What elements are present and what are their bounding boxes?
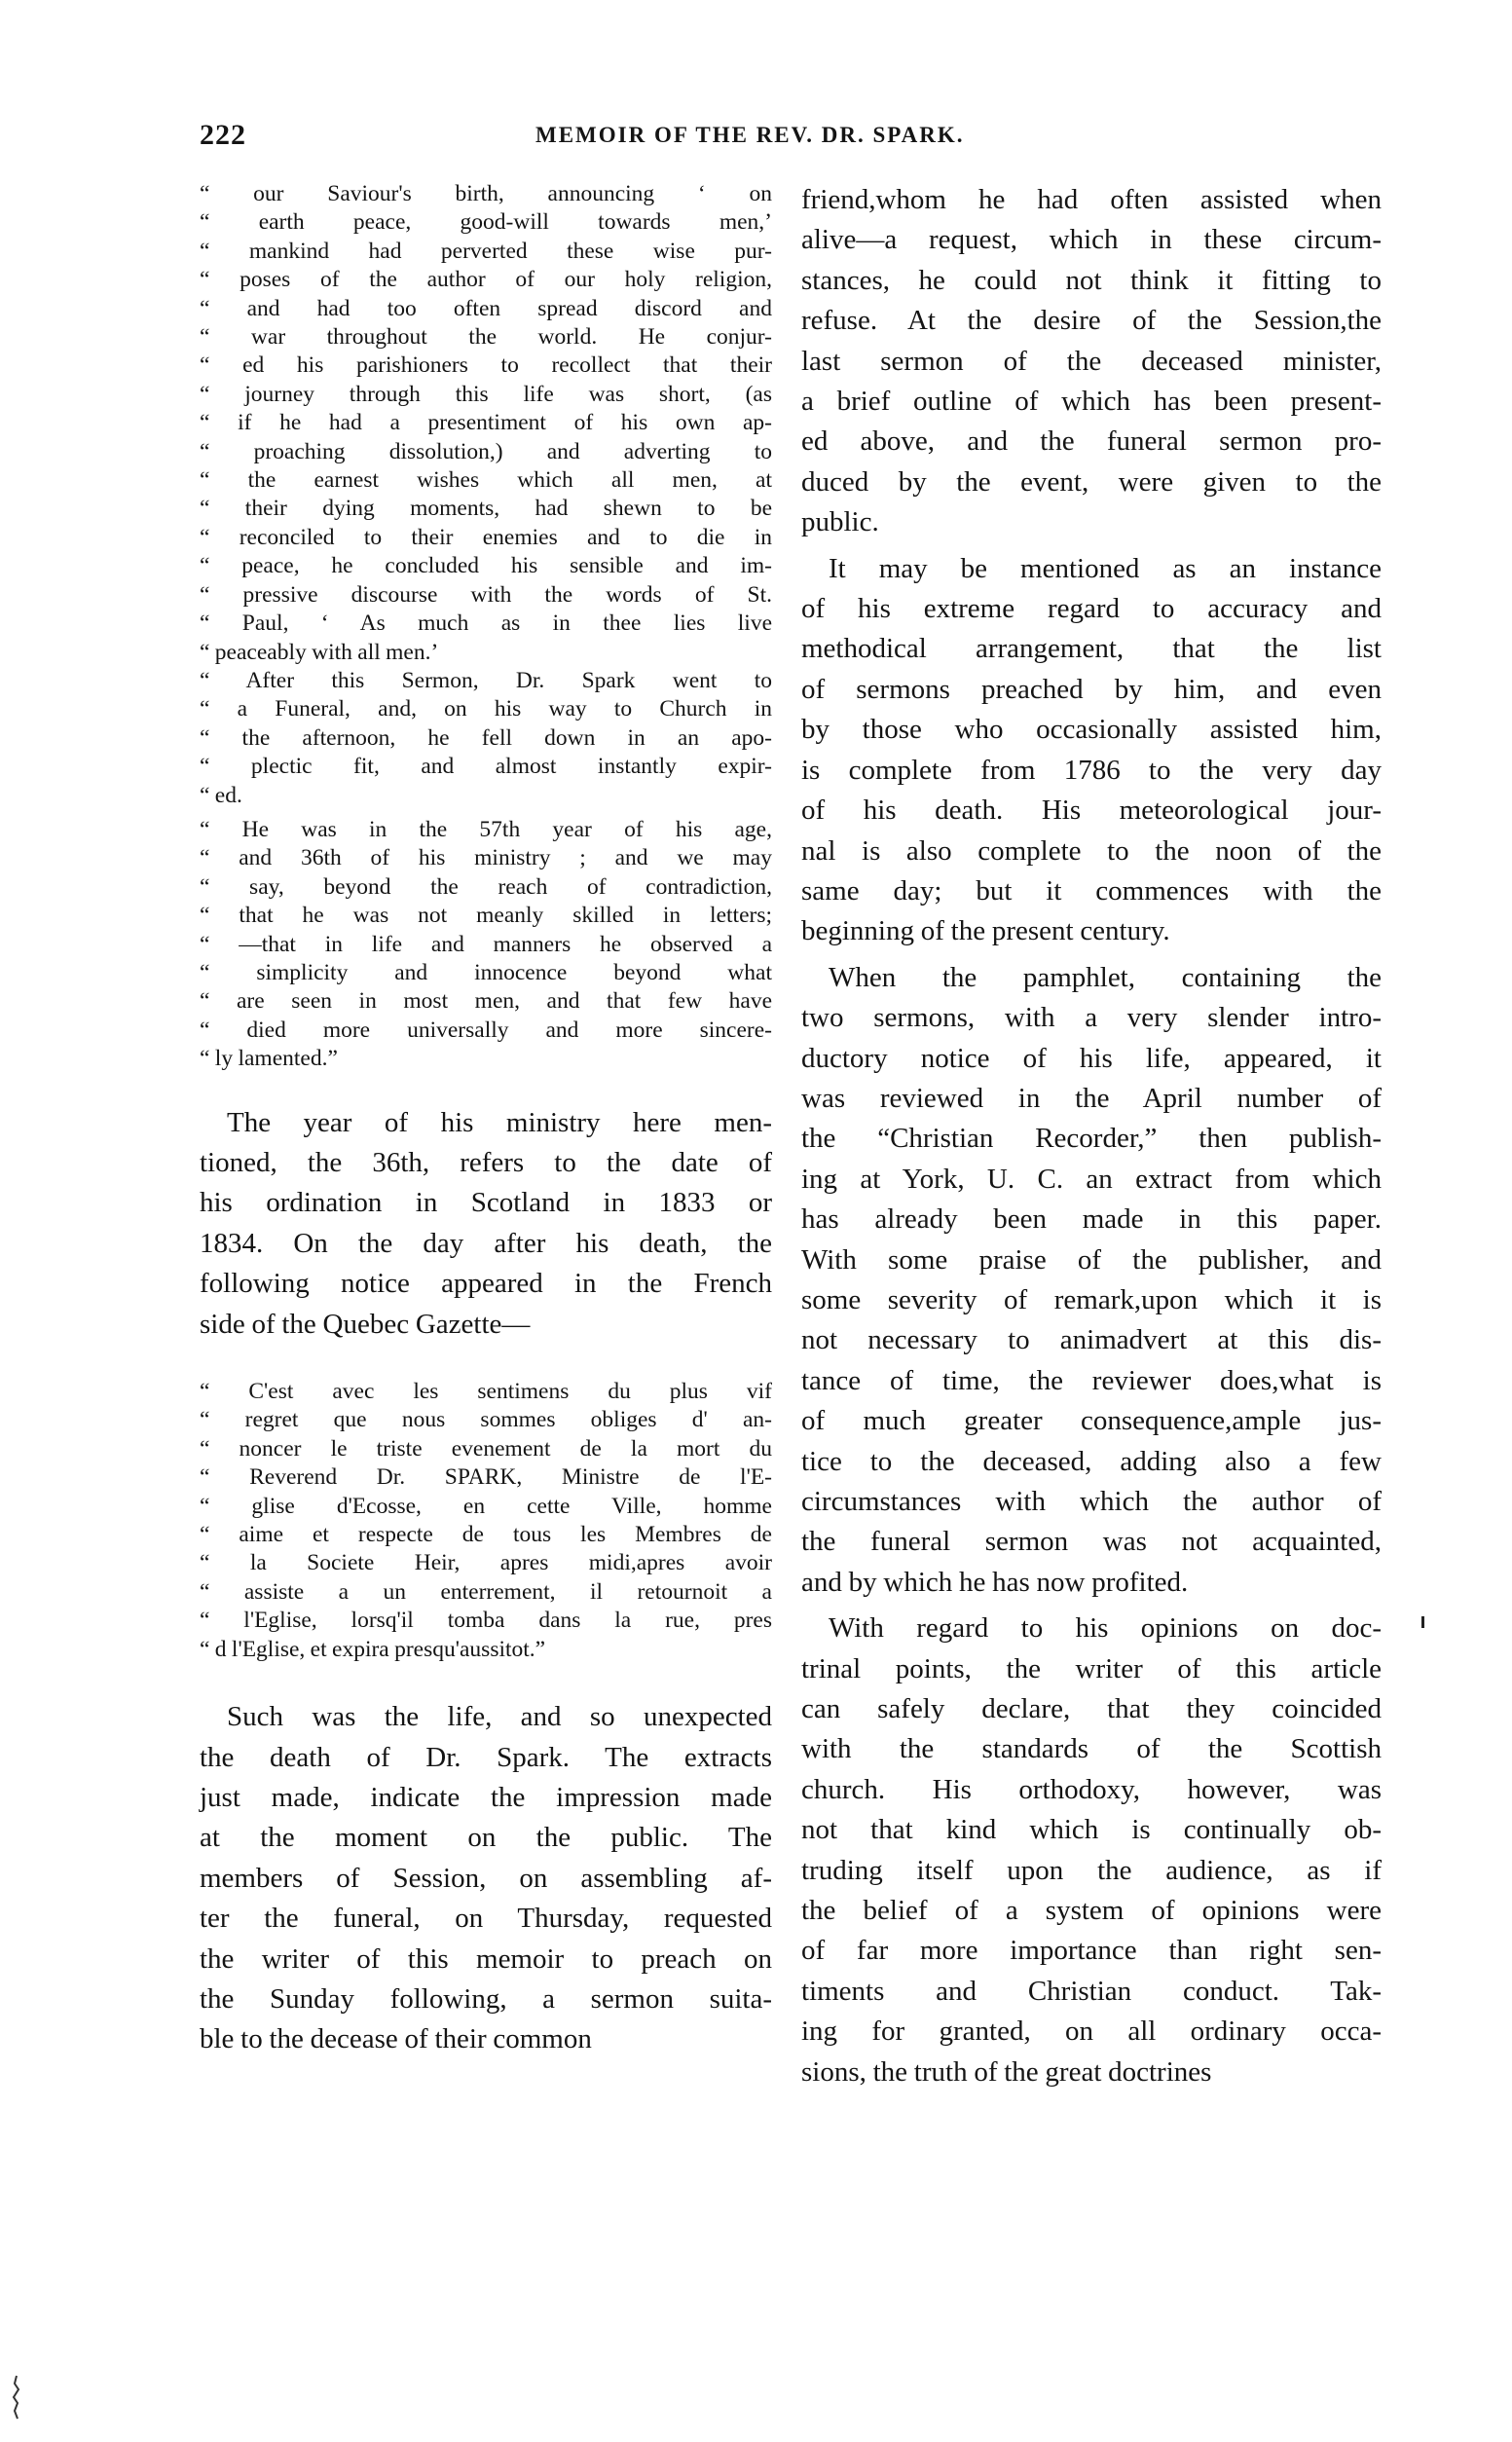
text-line: the belief of a system of opinions were (801, 1895, 1382, 1927)
text-line: at the moment on the public. The (200, 1822, 772, 1854)
text-line: “ say, beyond the reach of contradiction, (200, 873, 772, 900)
text-line: just made, indicate the impression made (200, 1781, 772, 1813)
text-line: “ peaceably with all men.’ (200, 639, 439, 665)
text-line: “ regret que nous sommes obliges d' an- (200, 1407, 772, 1433)
text-line: “ reconciled to their enemies and to die in (200, 524, 772, 550)
text-line: “ Reverend Dr. SPARK, Ministre de l'E- (200, 1464, 772, 1491)
text-line: tance of time, the reviewer does,what is (801, 1364, 1382, 1396)
text-line: the death of Dr. Spark. The extracts (200, 1741, 772, 1773)
text-line: “ poses of the author of our holy religion, (200, 267, 772, 293)
text-line: With some praise of the publisher, and (801, 1243, 1382, 1276)
text-line: ble to the decease of their common (200, 2023, 592, 2055)
french-notice-quote (200, 1378, 772, 1664)
text-line: When the pamphlet, containing the (829, 961, 1382, 993)
text-line: nal is also complete to the noon of the (801, 834, 1382, 867)
text-line: Such was the life, and so unexpected (227, 1701, 772, 1733)
text-line: last sermon of the deceased minister, (801, 345, 1382, 377)
text-line: “ ly lamented.” (200, 1046, 338, 1072)
quoted-sermon-summary (200, 180, 772, 1074)
text-line: “ la Societe Heir, apres midi,apres avoir (200, 1550, 772, 1576)
text-line: can safely declare, that they coincided (801, 1693, 1382, 1725)
text-line: public. (801, 506, 879, 538)
text-line: “ and had too often spread discord and (200, 295, 772, 321)
text-line: “ peace, he concluded his sensible and im- (200, 553, 772, 579)
text-line: 1834. On the day after his death, the (200, 1227, 772, 1259)
text-line: The year of his ministry here men- (227, 1106, 772, 1138)
text-line: following notice appeared in the French (200, 1268, 772, 1300)
text-line: tice to the deceased, adding also a few (801, 1445, 1382, 1477)
text-line: truding itself upon the audience, as if (801, 1854, 1382, 1886)
text-line: same day; but it commences with the (801, 874, 1382, 906)
text-line: a brief outline of which has been present- (801, 386, 1382, 418)
text-line: with the standards of the Scottish (801, 1733, 1382, 1765)
text-line: “ assiste a un enterrement, il retournoit a (200, 1578, 772, 1605)
text-line: “ and 36th of his ministry ; and we may (200, 845, 772, 871)
text-line: of his death. His meteorological jour- (801, 795, 1382, 827)
quote-paragraph (200, 180, 772, 667)
text-line: “ mankind had perverted these wise pur- (200, 238, 772, 264)
text-line: ductory notice of his life, appeared, it (801, 1042, 1382, 1074)
text-line: the “Christian Recorder,” then publish- (801, 1123, 1382, 1155)
text-line: some severity of remark,upon which it is (801, 1283, 1382, 1315)
text-line: “ journey through this life was short, (as (200, 381, 772, 407)
text-line: of sermons preached by him, and even (801, 673, 1382, 705)
body-paragraph (200, 1103, 772, 1345)
quote-paragraph (200, 667, 772, 810)
text-line: ed above, and the funeral sermon pro- (801, 426, 1382, 458)
text-line: “ war throughout the world. He conjur- (200, 324, 772, 351)
text-line: was reviewed in the April number of (801, 1082, 1382, 1114)
text-line: refuse. At the desire of the Session,the (801, 305, 1382, 337)
text-line: “ Paul, ‘ As much as in thee lies live (200, 610, 772, 637)
text-line: It may be mentioned as an instance (829, 552, 1382, 584)
text-line: ter the funeral, on Thursday, requested (200, 1903, 772, 1935)
text-line: of far more importance than right sen- (801, 1935, 1382, 1967)
quote-paragraph (200, 816, 772, 1074)
text-line: “ He was in the 57th year of his age, (200, 816, 772, 842)
text-line: beginning of the present century. (801, 915, 1170, 947)
text-line: not that kind which is continually ob- (801, 1814, 1382, 1846)
text-line: circumstances with which the author of (801, 1486, 1382, 1517)
text-line: “ d l'Eglise, et expira presqu'aussitot.” (200, 1636, 546, 1662)
text-line: “ After this Sermon, Dr. Spark went to (200, 667, 772, 693)
text-line: of his extreme regard to accuracy and (801, 593, 1382, 625)
text-line: duced by the event, were given to the (801, 465, 1382, 498)
text-line: the Sunday following, a sermon suita- (200, 1982, 772, 2015)
text-line: side of the Quebec Gazette— (200, 1308, 531, 1340)
text-line: by those who occasionally assisted him, (801, 714, 1382, 746)
text-line: “ noncer le triste evenement de la mort du (200, 1435, 772, 1462)
body-paragraph (200, 1697, 772, 2060)
text-line: alive—a request, which in these circum- (801, 224, 1382, 256)
page-speck (1421, 1616, 1424, 1628)
text-line: his ordination in Scotland in 1833 or (200, 1187, 772, 1219)
text-line: “ died more universally and more sincere- (200, 1017, 772, 1043)
text-line: “ simplicity and innocence beyond what (200, 959, 772, 985)
text-line: “ earth peace, good-will towards men,’ (200, 209, 772, 236)
text-line: “ ed. (200, 782, 242, 808)
text-line: With regard to his opinions on doc- (829, 1612, 1382, 1645)
text-line: the funeral sermon was not acquainted, (801, 1526, 1382, 1558)
text-line: timents and Christian conduct. Tak- (801, 1975, 1382, 2007)
text-line: and by which he has now profited. (801, 1566, 1189, 1598)
right-column (801, 180, 1382, 2092)
text-line: sions, the truth of the great doctrines (801, 2055, 1212, 2088)
text-line: “ plectic fit, and almost instantly expir- (200, 754, 772, 780)
text-line: ing at York, U. C. an extract from which (801, 1163, 1382, 1195)
text-line: of much greater consequence,ample jus- (801, 1405, 1382, 1437)
text-line: “ are seen in most men, and that few have (200, 988, 772, 1015)
text-line: “ pressive discourse with the words of St. (200, 581, 772, 608)
text-line: two sermons, with a very slender intro- (801, 1002, 1382, 1034)
body-paragraph (801, 958, 1382, 1604)
text-line: “ C'est avec les sentimens du plus vif (200, 1379, 772, 1405)
text-line: “ the afternoon, he fell down in an apo- (200, 724, 772, 751)
text-line: church. His orthodoxy, however, was (801, 1773, 1382, 1805)
text-line: not necessary to animadvert at this dis- (801, 1324, 1382, 1356)
left-column (200, 180, 772, 2060)
text-line: “ a Funeral, and, on his way to Church in (200, 696, 772, 722)
text-line: “ l'Eglise, lorsq'il tomba dans la rue, pres (200, 1608, 772, 1634)
text-line: the writer of this memoir to preach on (200, 1942, 772, 1975)
text-line: “ that he was not meanly skilled in letters; (200, 903, 772, 929)
text-line: trinal points, the writer of this article (801, 1652, 1382, 1684)
body-paragraph (801, 1609, 1382, 2092)
body-paragraph (801, 549, 1382, 952)
text-line: friend,whom he had often assisted when (801, 184, 1382, 215)
text-line: is complete from 1786 to the very day (801, 754, 1382, 786)
text-line: “ glise d'Ecosse, en cette Ville, homme (200, 1493, 772, 1519)
page-header (200, 119, 1047, 158)
text-line: stances, he could not think it fitting to (801, 264, 1382, 296)
text-line: “ aime et respecte de tous les Membres de (200, 1522, 772, 1548)
body-paragraph (801, 180, 1382, 543)
text-line: tioned, the 36th, refers to the date of (200, 1147, 772, 1178)
running-head: MEMOIR OF THE REV. DR. SPARK. (535, 123, 965, 147)
text-line: “ proaching dissolution,) and adverting to (200, 438, 772, 464)
text-line: “ their dying moments, had shewn to be (200, 496, 772, 522)
text-line: has already been made in this paper. (801, 1203, 1382, 1236)
text-line: “ —that in life and manners he observed a (200, 931, 772, 957)
text-line: “ if he had a presentiment of his own ap- (200, 410, 772, 436)
text-line: ing for granted, on all ordinary occa- (801, 2016, 1382, 2048)
text-line: methodical arrangement, that the list (801, 633, 1382, 665)
text-line: “ the earnest wishes which all men, at (200, 467, 772, 494)
text-line: “ ed his parishioners to recollect that their (200, 352, 772, 379)
page-edge-mark (10, 2374, 23, 2421)
text-line: “ our Saviour's birth, announcing ‘ on (200, 181, 772, 206)
text-line: members of Session, on assembling af- (200, 1862, 772, 1894)
page-number: 222 (200, 119, 246, 151)
